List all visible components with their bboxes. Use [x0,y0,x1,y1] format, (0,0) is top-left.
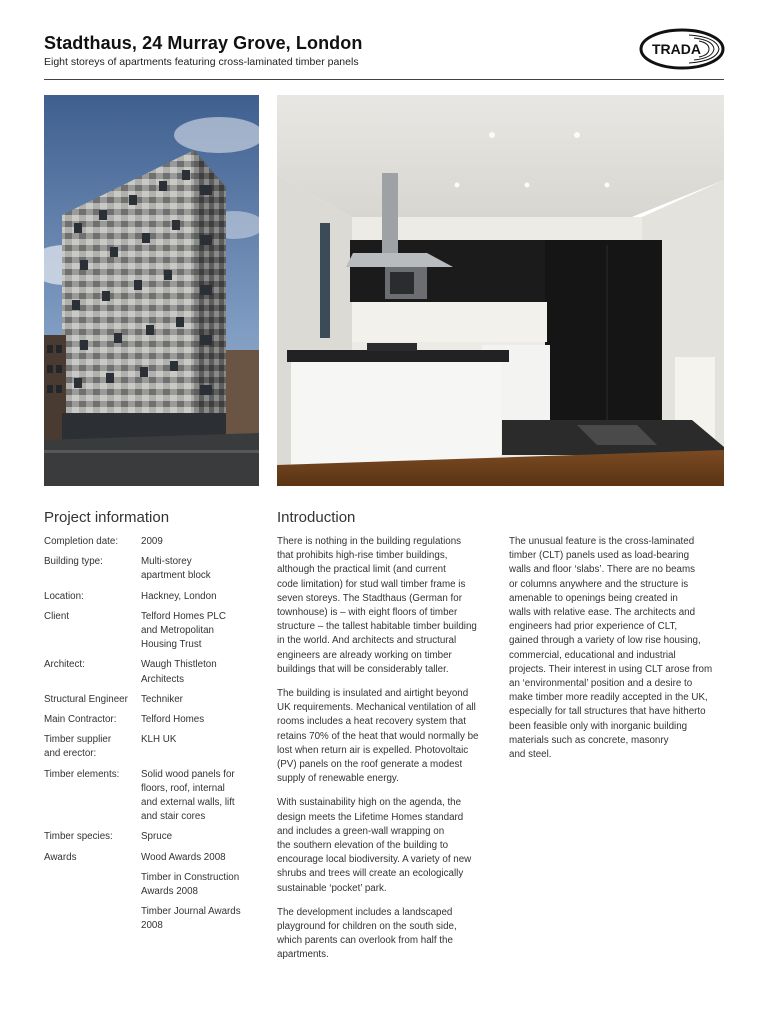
info-value-line: Waugh Thistleton Architects [141,659,217,685]
building-exterior-photo [44,95,259,486]
info-label: Location: [44,590,84,602]
intro-paragraph: With sustainability high on the agenda, the design meets the Lifetime Homes standard and includes a green-wall wrapping on the southern elevation of the building to encourage local biodiversity. A variety of new shrubs and trees will create an ecologically sustainable ‘pocket’ park. [277,797,472,894]
info-value [141,590,259,604]
info-label: Main Contractor: [44,714,117,726]
page-title: Stadthaus, 24 Murray Grove, London [44,33,363,53]
info-value [141,713,259,727]
intro-paragraph: The building is insulated and airtight beyond UK requirements. Mechanical ventilation of all rooms includes a heat recovery system that retains 70% of the heat that would normally be lost when return air is expelled. Photovoltaic (PV) panels on the roof generate a modest supply of renewable energy. [277,688,479,785]
logo-text: TRADA [652,41,701,57]
info-value [141,768,259,825]
info-label: Architect: [44,659,85,671]
info-value [141,733,259,761]
info-row [44,713,259,727]
info-value-line: Techniker [141,693,183,705]
info-label: Client [44,610,70,622]
intro-paragraph: The development includes a landscaped playground for children on the south side, which parents can overlook from half the apartments. [277,906,457,961]
info-value-line: Telford Homes PLC and Metropolitan Housing Trust [141,610,226,651]
info-value-line: Multi-storey apartment block [141,556,211,582]
info-row [44,658,259,686]
introduction-column-2 [509,535,725,772]
page-subtitle: Eight storeys of apartments featuring cross-laminated timber panels [44,56,359,68]
info-label: Structural Engineer [44,693,128,705]
info-label: Timber supplier and erector: [44,734,112,760]
info-row [44,733,259,761]
header-divider [44,79,724,80]
info-value [141,851,259,934]
info-value-line: Timber in Construction Awards 2008 [141,871,240,898]
introduction-column-1 [277,535,493,973]
info-value [141,830,259,844]
info-value-line: Telford Homes [141,714,205,726]
info-value-line: KLH UK [141,734,177,746]
info-value-line: Solid wood panels for floors, roof, internal and external walls, lift and stair cores [141,768,235,823]
info-value-line: Hackney, London [141,590,217,602]
info-value-line: Wood Awards 2008 [141,851,226,863]
info-value [141,693,259,707]
info-value [141,555,259,583]
info-row [44,610,259,653]
info-row [44,830,259,844]
info-row [44,590,259,604]
info-label: Timber elements: [44,768,120,780]
info-value [141,535,259,549]
project-info-heading: Project information [44,509,170,526]
info-label: Timber species: [44,831,113,843]
info-value [141,610,259,653]
introduction-heading: Introduction [277,509,356,526]
info-row [44,768,259,825]
trada-logo [639,27,725,71]
info-row [44,535,259,549]
info-value-line: Spruce [141,831,173,843]
info-label: Awards [44,851,77,863]
intro-paragraph: There is nothing in the building regulations that prohibits high-rise timber buildings, although the practical limit (and current code limitation) for stud wall timber frame is seven storeys. The Stadthaus (German for townhouse) is – with eight floors of timber structure – the tallest habitable timber building in the world. And architects and structural engineers are already working on timber buildings that will be considerably taller. [277,536,477,675]
kitchen-interior-photo [277,95,724,486]
project-info-table [44,535,259,940]
info-row [44,693,259,707]
info-row [44,555,259,583]
info-value [141,658,259,686]
info-value-line: 2009 [141,536,163,547]
info-label: Building type: [44,556,103,568]
info-row [44,851,259,934]
info-value-line: Timber Journal Awards 2008 [141,906,241,932]
info-label: Completion date: [44,536,119,547]
intro-paragraph: The unusual feature is the cross-laminated timber (CLT) panels used as load-bearing walls and floor ‘slabs’. There are no beams or columns anywhere and the structure is amenable to openings being created in walls with relative ease. The architects and engineers had prior experience of CLT, gained through a variety of low rise housing, commercial, educational and industrial projects. Their interest in using CLT arose from an ‘environmental’ position and a desire to make timber more readily accepted in the UK, especially for tall structures that have hitherto been feasible only with inorganic building materials such as concrete, masonry and steel. [509,536,713,761]
